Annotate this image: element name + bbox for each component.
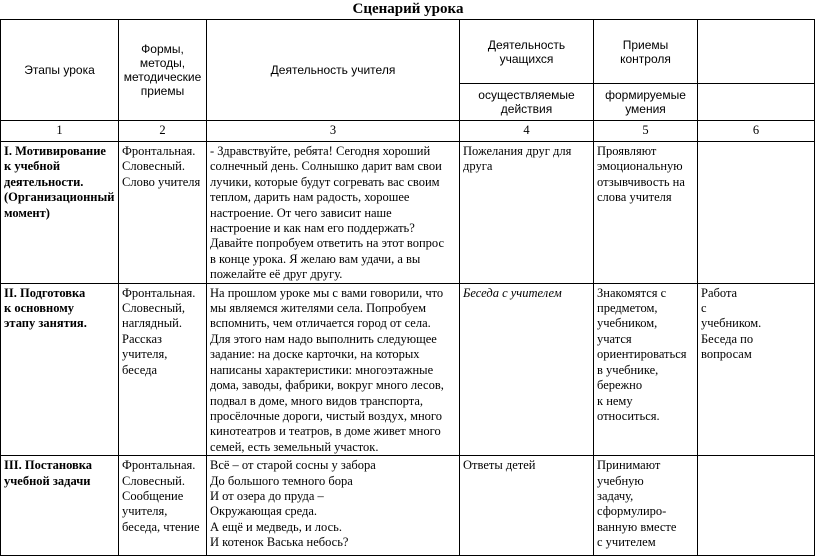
cell-text-line: вопросам <box>701 347 752 362</box>
cell-text-line: ориентироваться <box>597 347 687 362</box>
cell-text-line: Беседа с учителем <box>463 285 562 300</box>
cell-text-line: учебную <box>597 473 644 488</box>
cell-text-line: На прошлом уроке мы с вами говорили, что <box>210 285 444 300</box>
cell-text-line: семей, есть земельный участок. <box>210 439 379 454</box>
cell-text-line: формируемые <box>605 88 686 102</box>
cell-text-line: беседа, чтение <box>122 519 200 534</box>
teacher-cell <box>207 456 460 556</box>
table-row <box>1 283 815 455</box>
actions-cell <box>460 283 594 455</box>
cell-text-line: Приемы <box>622 37 669 52</box>
stage-cell <box>1 283 119 455</box>
cell-text-line: к основному <box>4 301 74 316</box>
cell-text-line: Всё – от старой сосны у забора <box>210 458 376 473</box>
cell-text-line: учащихся <box>499 51 554 66</box>
cell-text-line: отзывчивость на <box>597 174 685 189</box>
cell-text-line: Словесный. <box>122 473 185 488</box>
cell-text-line: Беседа по <box>701 331 754 346</box>
actions-cell <box>460 456 594 556</box>
cell-text-line: Окружающая среда. <box>210 504 318 519</box>
cell-text-line: просёлочные дороги, чистый воздух, много <box>210 408 442 423</box>
header-row <box>1 20 815 84</box>
cell-text-line: к нему <box>597 393 633 408</box>
cell-text-line: солнечный день. Солнышко дарит вам свои <box>210 159 442 174</box>
cell-text-line: относиться. <box>597 408 660 423</box>
forms-cell <box>119 142 207 284</box>
cell-text-line: мы являемся жителями села. Попробуем <box>210 301 427 316</box>
subheader-empty <box>698 84 815 121</box>
teacher-cell <box>207 283 460 455</box>
cell-text-line: Фронтальная. <box>122 285 196 300</box>
cell-text-line: лучики, которые будут согревать вас своим <box>210 174 440 189</box>
cell-text-line: Проявляют <box>597 144 657 158</box>
header-students <box>460 20 594 84</box>
cell-text-line: До большого темного бора <box>210 473 353 488</box>
cell-text-line: вспомнить, чем отличается город от села. <box>210 316 431 331</box>
cell-text-line: действия <box>500 102 553 116</box>
column-number: 6 <box>698 121 815 142</box>
cell-text-line: Сообщение <box>122 488 184 503</box>
cell-text-line: эмоциональную <box>597 159 683 174</box>
table-row <box>1 456 815 556</box>
cell-text-line: - Здравствуйте, ребята! Сегодня хороший <box>210 144 431 158</box>
column-number: 4 <box>460 121 594 142</box>
cell-text-line: беседа <box>122 362 158 377</box>
cell-text-line: Знакомятся с <box>597 285 667 300</box>
skills-cell <box>594 142 698 284</box>
header-empty <box>698 20 815 84</box>
cell-text-line: (Организационный <box>4 190 115 205</box>
cell-text-line: И котенок Васька небось? <box>210 535 349 550</box>
cell-text-line: III. Постановка <box>4 458 93 473</box>
forms-cell <box>119 456 207 556</box>
cell-text-line: Ответы детей <box>463 458 536 473</box>
lesson-scenario-table <box>0 19 815 556</box>
column-number: 1 <box>1 121 119 142</box>
cell-text-line: с учителем <box>597 535 656 550</box>
cell-text-line: Фронтальная. <box>122 144 196 158</box>
column-number: 2 <box>119 121 207 142</box>
control-cell <box>698 456 815 556</box>
header-teacher: Деятельность учителя <box>207 20 460 121</box>
cell-text-line: в учебнике, <box>597 362 659 377</box>
subheader-actions <box>460 84 594 121</box>
cell-text-line: слова учителя <box>597 190 672 205</box>
cell-text-line: написаны характеристики: многоэтажные <box>210 362 434 377</box>
cell-text-line: бережно <box>597 378 643 393</box>
cell-text-line: Для этого нам надо выполнить следующее <box>210 331 437 346</box>
cell-text-line: Формы, <box>141 42 184 56</box>
cell-text-line: Рассказ <box>122 331 162 346</box>
cell-text-line: учатся <box>597 331 632 346</box>
control-cell <box>698 283 815 455</box>
cell-text-line: методические <box>123 70 202 84</box>
cell-text-line: задачу, <box>597 488 634 503</box>
teacher-cell <box>207 142 460 284</box>
cell-text-line: учителя, <box>122 347 168 362</box>
cell-text-line: Принимают <box>597 458 661 473</box>
cell-text-line: Работа <box>701 285 738 300</box>
cell-text-line: настроение и как нам его поддержать? <box>210 221 415 236</box>
cell-text-line: умения <box>625 102 666 116</box>
subheader-skills <box>594 84 698 121</box>
cell-text-line: учебником, <box>597 316 658 331</box>
stage-cell <box>1 142 119 284</box>
cell-text-line: Словесный, <box>122 301 185 316</box>
skills-cell <box>594 283 698 455</box>
skills-cell <box>594 456 698 556</box>
column-number: 5 <box>594 121 698 142</box>
cell-text-line: Словесный. <box>122 159 185 174</box>
header-forms <box>119 20 207 121</box>
column-number-row <box>1 121 815 142</box>
page-title: Сценарий урока <box>352 1 464 17</box>
cell-text-line: с <box>701 301 707 316</box>
cell-text-line: учебником. <box>701 316 762 331</box>
header-control <box>594 20 698 84</box>
stage-cell <box>1 456 119 556</box>
cell-text-line: учителя, <box>122 504 168 519</box>
forms-cell <box>119 283 207 455</box>
column-number: 3 <box>207 121 460 142</box>
cell-text-line: контроля <box>620 51 671 66</box>
cell-text-line: деятельности. <box>4 174 84 189</box>
cell-text-line: ванную вместе <box>597 519 677 534</box>
cell-text-line: И от озера до пруда – <box>210 488 324 503</box>
cell-text-line: методы, <box>139 56 186 70</box>
cell-text-line: I. Мотивирование <box>4 144 106 158</box>
cell-text-line: к учебной <box>4 159 61 174</box>
cell-text-line: друга <box>463 159 493 174</box>
cell-text-line: настроение. От чего зависит наше <box>210 205 392 220</box>
cell-text-line: в конце урока. Я желаю вам удачи, а вы <box>210 251 421 266</box>
cell-text-line: приемы <box>140 84 185 98</box>
cell-text-line: теплом, дарить нам радость, хорошее <box>210 190 410 205</box>
cell-text-line: сформулиро- <box>597 504 667 519</box>
cell-text-line: Деятельность <box>487 37 566 52</box>
actions-cell <box>460 142 594 284</box>
cell-text-line: пожелайте её друг другу. <box>210 267 343 282</box>
cell-text-line: кинотеатров и театров, в доме живет много <box>210 424 441 439</box>
cell-text-line: момент) <box>4 205 50 220</box>
cell-text-line: Давайте попробуем ответить на этот вопрос <box>210 236 445 251</box>
control-cell <box>698 142 815 284</box>
cell-text-line: А ещё и медведь, и лось. <box>210 519 342 534</box>
cell-text-line: Пожелания друг для <box>463 144 572 158</box>
cell-text-line: II. Подготовка <box>4 285 86 300</box>
cell-text-line: задание: на доске карточки, на которых <box>210 347 420 362</box>
cell-text-line: Слово учителя <box>122 174 201 189</box>
cell-text-line: учебной задачи <box>4 473 91 488</box>
cell-text-line: осуществляемые <box>478 88 575 102</box>
cell-text-line: предметом, <box>597 301 658 316</box>
cell-text-line: этапу занятия. <box>4 316 87 331</box>
table-row <box>1 142 815 284</box>
cell-text-line: наглядный. <box>122 316 182 331</box>
cell-text-line: подвал в доме, много видов транспорта, <box>210 393 424 408</box>
cell-text-line: Фронтальная. <box>122 458 196 473</box>
cell-text-line: дома, заводы, фабрики, вокруг много лесов, <box>210 378 444 393</box>
header-stages: Этапы урока <box>1 20 119 121</box>
